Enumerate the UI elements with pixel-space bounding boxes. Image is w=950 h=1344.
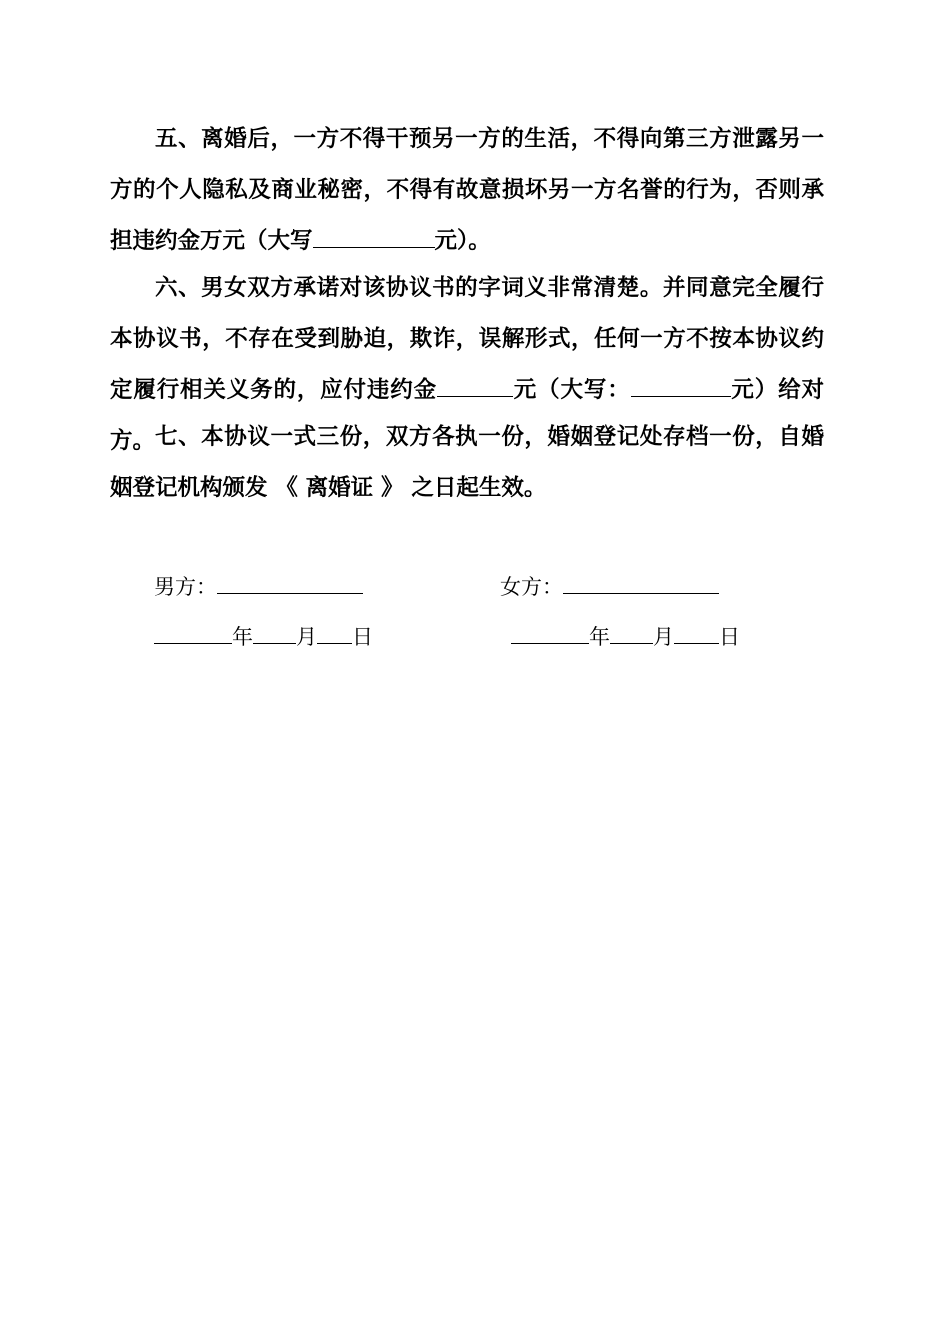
clause-seven — [110, 412, 824, 514]
male-date-line — [154, 622, 373, 652]
male-signature-blank — [217, 573, 363, 594]
male-year-label: 年 — [232, 625, 253, 649]
clause-six-middle: 元（大写： — [512, 377, 631, 403]
male-month-label: 月 — [296, 625, 317, 649]
female-year-blank — [511, 623, 589, 644]
female-day-label: 日 — [719, 625, 740, 649]
clause-five-suffix: 元）。 — [434, 228, 491, 254]
female-signature-blank — [563, 573, 719, 594]
clause-five-text: 五、离婚后，一方不得干预另一方的生活，不得向第三方泄露另一方的个人隐私及商业秘密，不得有故意损坏另一方名誉的行为，否则承担违约金万元（大写 — [110, 126, 824, 254]
female-month-label: 月 — [653, 625, 674, 649]
amount-in-words-blank — [313, 227, 435, 248]
male-label: 男方： — [154, 575, 217, 599]
clause-six-suffix: 元）给对方。 — [110, 377, 824, 454]
female-signature-line — [500, 572, 719, 602]
female-date-line — [511, 622, 740, 652]
clause-five — [110, 114, 824, 267]
penalty-amount-blank — [437, 376, 513, 397]
male-day-blank — [317, 623, 352, 644]
female-month-blank — [610, 623, 653, 644]
male-month-blank — [253, 623, 296, 644]
female-year-label: 年 — [589, 625, 610, 649]
male-year-blank — [154, 623, 232, 644]
male-signature-line — [154, 572, 363, 602]
female-label: 女方： — [500, 575, 563, 599]
male-day-label: 日 — [352, 625, 373, 649]
female-day-blank — [674, 623, 719, 644]
clause-seven-text: 七、本协议一式三份，双方各执一份，婚姻登记处存档一份，自婚姻登记机构颁发 《 离婚证 》 之日起生效。 — [110, 424, 824, 501]
clause-six-text: 六、男女双方承诺对该协议书的字词义非常清楚。并同意完全履行本协议书，不存在受到胁迫，欺诈，误解形式，任何一方不按本协议约定履行相关义务的，应付违约金 — [110, 275, 824, 403]
penalty-in-words-blank — [631, 376, 731, 397]
